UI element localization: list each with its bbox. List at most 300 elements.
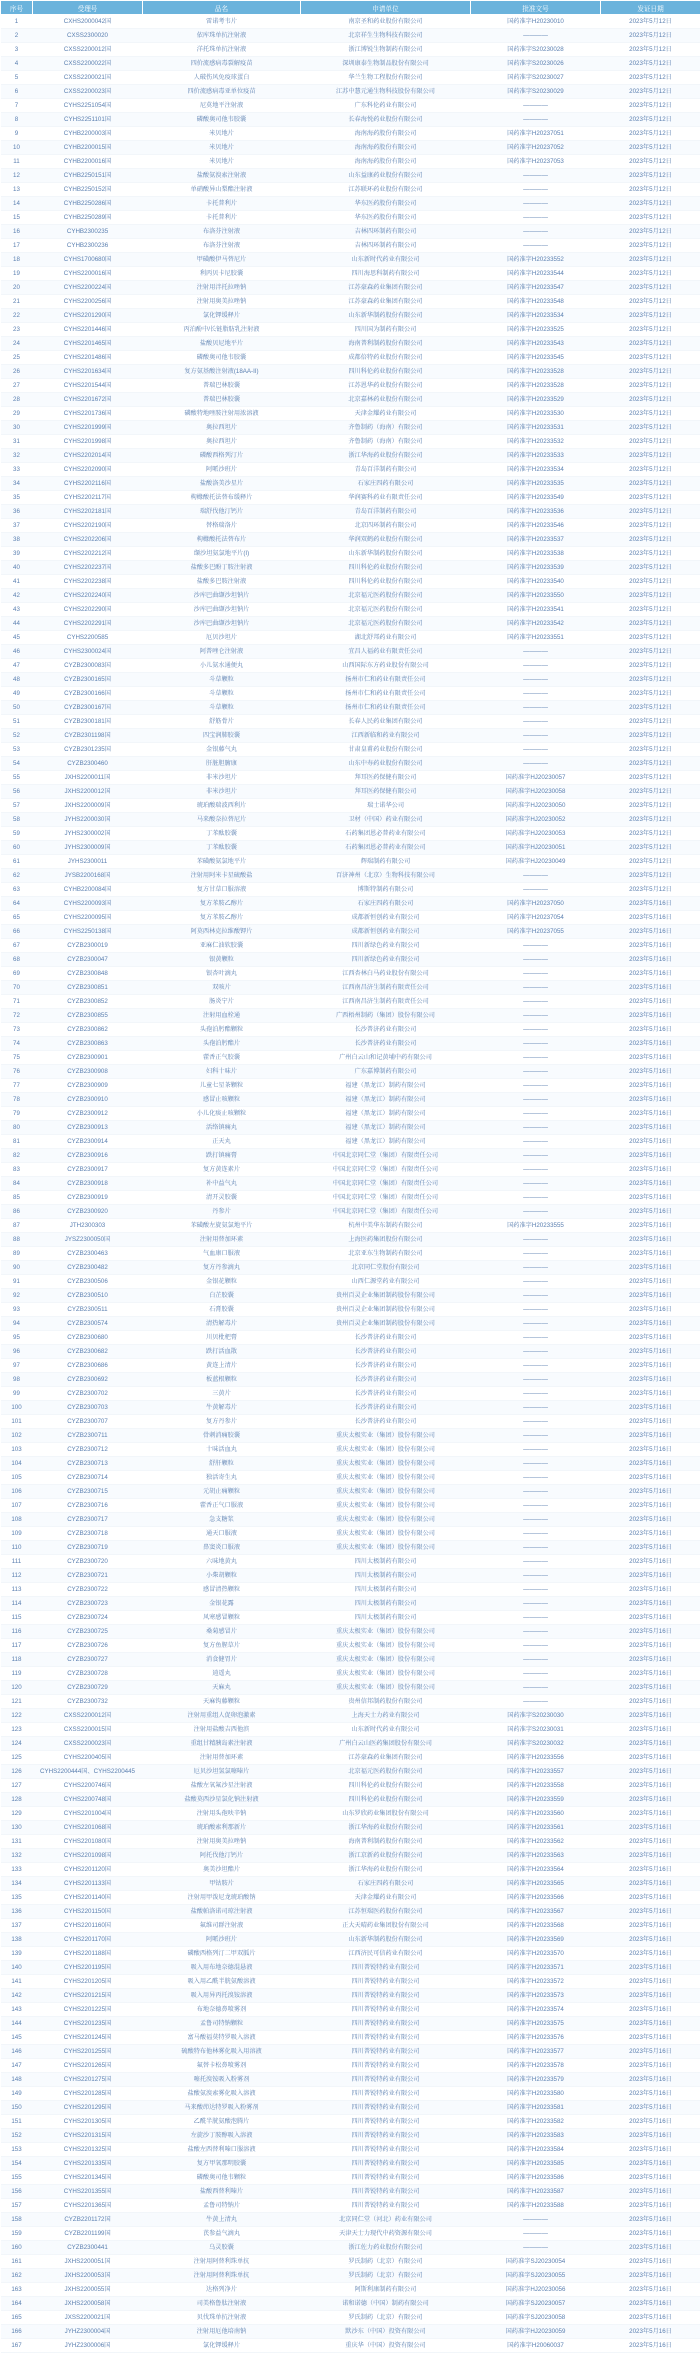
cell-product-name: 盐酸氨溴索雾化吸入溶液: [143, 2087, 301, 2101]
cell-acceptance-no: CYZB2201172国: [33, 2213, 143, 2227]
cell-issue-date: 2023年5月12日: [601, 211, 700, 225]
cell-index: 76: [1, 1065, 33, 1079]
cell-product-name: 丁苯酞胶囊: [143, 841, 301, 855]
cell-product-name: 阿哌沙班片: [143, 1933, 301, 1947]
cell-acceptance-no: CYZB2300714: [33, 1471, 143, 1485]
table-row: [1, 1107, 700, 1121]
cell-applicant: 杭州中美华东制药有限公司: [301, 1219, 471, 1233]
cell-index: 42: [1, 589, 33, 603]
table-row: [1, 1597, 700, 1611]
header-issue-date: 发证日期: [601, 1, 700, 15]
cell-issue-date: 2023年5月16日: [601, 1177, 700, 1191]
cell-product-name: 厄贝沙坦氢氯噻嗪片: [143, 1765, 301, 1779]
cell-product-name: 布洛芬注射液: [143, 239, 301, 253]
cell-product-name: 盐酸多巴酚丁胺注射液: [143, 561, 301, 575]
cell-product-name: 沙库巴曲缬沙坦钠片: [143, 603, 301, 617]
cell-approval-no: ————: [471, 939, 601, 953]
cell-index: 87: [1, 1219, 33, 1233]
cell-acceptance-no: CYHS2201345国: [33, 2171, 143, 2185]
cell-index: 50: [1, 701, 33, 715]
header-product-name: 品名: [143, 1, 301, 15]
cell-product-name: 银黄颗粒: [143, 953, 301, 967]
cell-index: 110: [1, 1541, 33, 1555]
cell-product-name: 通天口服液: [143, 1527, 301, 1541]
cell-approval-no: ————: [471, 673, 601, 687]
cell-issue-date: 2023年5月16日: [601, 1079, 700, 1093]
cell-approval-no: ————: [471, 1611, 601, 1625]
cell-issue-date: 2023年5月12日: [601, 43, 700, 57]
cell-acceptance-no: CYZB2300574: [33, 1317, 143, 1331]
cell-index: 102: [1, 1429, 33, 1443]
cell-applicant: 华润赛科药业有限责任公司: [301, 491, 471, 505]
table-row: [1, 673, 700, 687]
cell-approval-no: 国药准字H20233574: [471, 2003, 601, 2017]
table-row: [1, 1121, 700, 1135]
cell-index: 134: [1, 1877, 33, 1891]
cell-product-name: 逍遥丸: [143, 1667, 301, 1681]
cell-applicant: 甘肃皇甫药业股份有限公司: [301, 743, 471, 757]
cell-acceptance-no: CYHS2200746国: [33, 1779, 143, 1793]
cell-index: 80: [1, 1121, 33, 1135]
cell-index: 107: [1, 1499, 33, 1513]
table-row: [1, 1303, 700, 1317]
table-row: [1, 253, 700, 267]
cell-applicant: 石家庄四药有限公司: [301, 1877, 471, 1891]
cell-product-name: 斗草颗粒: [143, 701, 301, 715]
cell-approval-no: 国药准字H20233568: [471, 1919, 601, 1933]
cell-index: 40: [1, 561, 33, 575]
cell-product-name: 左旋沙丁胺醇吸入溶液: [143, 2129, 301, 2143]
cell-product-name: 琥珀酸瑞波西利片: [143, 799, 301, 813]
cell-acceptance-no: CYZB2300855: [33, 1009, 143, 1023]
cell-approval-no: ————: [471, 1233, 601, 1247]
cell-index: 46: [1, 645, 33, 659]
table-row: [1, 1289, 700, 1303]
cell-acceptance-no: CYHS2201486国: [33, 351, 143, 365]
cell-approval-no: ————: [471, 715, 601, 729]
table-row: [1, 2087, 700, 2101]
cell-index: 48: [1, 673, 33, 687]
cell-product-name: 亚麻仁油软胶囊: [143, 939, 301, 953]
cell-approval-no: 国药准字H20233534: [471, 309, 601, 323]
cell-acceptance-no: JYHZ2300006国: [33, 2339, 143, 2353]
cell-product-name: 达格列净片: [143, 2283, 301, 2297]
cell-index: 114: [1, 1597, 33, 1611]
table-row: [1, 1051, 700, 1065]
cell-index: 53: [1, 743, 33, 757]
cell-issue-date: 2023年5月16日: [601, 1877, 700, 1891]
cell-applicant: 齐鲁制药（海南）有限公司: [301, 435, 471, 449]
cell-approval-no: 国药准字S20230026: [471, 57, 601, 71]
cell-applicant: 山西仁源堂药业有限公司: [301, 1275, 471, 1289]
table-row: [1, 183, 700, 197]
cell-applicant: 扬州市仁和药业有限责任公司: [301, 673, 471, 687]
cell-acceptance-no: CYHS2202014国: [33, 449, 143, 463]
header-applicant: 申请单位: [301, 1, 471, 15]
header-acceptance-no: 受理号: [33, 1, 143, 15]
cell-product-name: 非米沙坦片: [143, 785, 301, 799]
cell-issue-date: 2023年5月16日: [601, 2045, 700, 2059]
cell-approval-no: 国药准字H20233536: [471, 505, 601, 519]
table-row: [1, 337, 700, 351]
cell-product-name: 米贝地片: [143, 155, 301, 169]
cell-applicant: 天津天士力现代中药资源有限公司: [301, 2227, 471, 2241]
cell-issue-date: 2023年5月12日: [601, 463, 700, 477]
cell-approval-no: 国药准字H20233561: [471, 1821, 601, 1835]
cell-product-name: 阿普唑仑注射液: [143, 645, 301, 659]
cell-acceptance-no: CYZB2300722: [33, 1583, 143, 1597]
cell-applicant: 重庆太极实业（集团）股份有限公司: [301, 1471, 471, 1485]
cell-approval-no: ————: [471, 1121, 601, 1135]
table-row: [1, 1219, 700, 1233]
cell-issue-date: 2023年5月12日: [601, 883, 700, 897]
cell-issue-date: 2023年5月16日: [601, 2227, 700, 2241]
cell-issue-date: 2023年5月16日: [601, 1121, 700, 1135]
table-row: [1, 85, 700, 99]
cell-index: 60: [1, 841, 33, 855]
cell-approval-no: 国药准字H20233543: [471, 337, 601, 351]
cell-approval-no: 国药准字H20233545: [471, 351, 601, 365]
cell-index: 68: [1, 953, 33, 967]
cell-acceptance-no: CYHS2201160国: [33, 1919, 143, 1933]
cell-product-name: 元胡止痛颗粒: [143, 1485, 301, 1499]
cell-acceptance-no: CYHS2201080国: [33, 1835, 143, 1849]
cell-approval-no: 国药准字S20230027: [471, 71, 601, 85]
cell-product-name: 四价流感病毒亚单位疫苗: [143, 85, 301, 99]
cell-index: 105: [1, 1471, 33, 1485]
cell-issue-date: 2023年5月16日: [601, 1975, 700, 1989]
cell-index: 89: [1, 1247, 33, 1261]
cell-applicant: 天津金耀药业有限公司: [301, 407, 471, 421]
cell-acceptance-no: CYZB2300692: [33, 1373, 143, 1387]
cell-acceptance-no: CYHS2201446国: [33, 323, 143, 337]
cell-applicant: 江西南昌济生制药有限责任公司: [301, 981, 471, 995]
cell-issue-date: 2023年5月12日: [601, 225, 700, 239]
cell-index: 27: [1, 379, 33, 393]
cell-applicant: 四川太极制药有限公司: [301, 1569, 471, 1583]
cell-issue-date: 2023年5月16日: [601, 1387, 700, 1401]
table-row: [1, 211, 700, 225]
table-row: [1, 1541, 700, 1555]
cell-index: 64: [1, 897, 33, 911]
cell-applicant: 江苏豪森药业集团有限公司: [301, 1751, 471, 1765]
cell-acceptance-no: CYHS2250138国: [33, 925, 143, 939]
cell-index: 144: [1, 2017, 33, 2031]
table-row: [1, 2017, 700, 2031]
table-row: [1, 1667, 700, 1681]
cell-acceptance-no: CYHS2201365国: [33, 2199, 143, 2213]
cell-index: 121: [1, 1695, 33, 1709]
cell-product-name: 复方丹参滴丸: [143, 1261, 301, 1275]
cell-issue-date: 2023年5月16日: [601, 1709, 700, 1723]
cell-applicant: 福建（黑龙江）制药有限公司: [301, 1135, 471, 1149]
cell-approval-no: ————: [471, 645, 601, 659]
cell-index: 69: [1, 967, 33, 981]
cell-acceptance-no: CXHS2000042国: [33, 15, 143, 29]
cell-acceptance-no: CYHS2200748国: [33, 1793, 143, 1807]
table-row: [1, 491, 700, 505]
cell-index: 5: [1, 71, 33, 85]
cell-acceptance-no: CYZB2300019: [33, 939, 143, 953]
cell-product-name: 卡托普利片: [143, 211, 301, 225]
cell-approval-no: 国药准字H20233525: [471, 323, 601, 337]
cell-applicant: 浙江华海药业股份有限公司: [301, 1863, 471, 1877]
cell-issue-date: 2023年5月12日: [601, 435, 700, 449]
table-row: [1, 407, 700, 421]
cell-index: 127: [1, 1779, 33, 1793]
cell-index: 45: [1, 631, 33, 645]
cell-issue-date: 2023年5月16日: [601, 1765, 700, 1779]
table-row: [1, 267, 700, 281]
cell-approval-no: 国药准字H20233567: [471, 1905, 601, 1919]
cell-index: 153: [1, 2143, 33, 2157]
cell-issue-date: 2023年5月16日: [601, 1219, 700, 1233]
cell-product-name: 金银花露: [143, 1597, 301, 1611]
cell-approval-no: ————: [471, 1205, 601, 1219]
cell-index: 147: [1, 2059, 33, 2073]
table-row: [1, 2283, 700, 2297]
table-row: [1, 2297, 700, 2311]
cell-acceptance-no: CXSS2200023国: [33, 1737, 143, 1751]
cell-acceptance-no: CYHS2201195国: [33, 1961, 143, 1975]
cell-approval-no: ————: [471, 1275, 601, 1289]
cell-approval-no: ————: [471, 1569, 601, 1583]
cell-product-name: 盐酸洛美沙星片: [143, 477, 301, 491]
table-row: [1, 533, 700, 547]
table-row: [1, 1877, 700, 1891]
cell-index: 159: [1, 2227, 33, 2241]
cell-index: 139: [1, 1947, 33, 1961]
cell-issue-date: 2023年5月16日: [601, 1275, 700, 1289]
cell-applicant: 四川普锐特药业有限公司: [301, 2017, 471, 2031]
table-row: [1, 2241, 700, 2255]
cell-acceptance-no: CYHS2202190国: [33, 519, 143, 533]
cell-applicant: 山东新华制药股份有限公司: [301, 547, 471, 561]
cell-acceptance-no: JXHS2200009国: [33, 799, 143, 813]
cell-applicant: 四川太极制药有限公司: [301, 1555, 471, 1569]
cell-issue-date: 2023年5月16日: [601, 1037, 700, 1051]
cell-applicant: 中国北京同仁堂（集团）有限责任公司: [301, 1177, 471, 1191]
cell-index: 62: [1, 869, 33, 883]
cell-applicant: 辉瑞制药有限公司: [301, 855, 471, 869]
cell-issue-date: 2023年5月12日: [601, 365, 700, 379]
cell-issue-date: 2023年5月16日: [601, 1233, 700, 1247]
cell-issue-date: 2023年5月16日: [601, 1205, 700, 1219]
cell-product-name: 瑞舒伐他汀钙片: [143, 505, 301, 519]
cell-issue-date: 2023年5月16日: [601, 1569, 700, 1583]
table-row: [1, 1149, 700, 1163]
cell-issue-date: 2023年5月12日: [601, 169, 700, 183]
cell-applicant: 长沙普济药业有限公司: [301, 1345, 471, 1359]
cell-acceptance-no: CYHB2250286国: [33, 197, 143, 211]
cell-acceptance-no: CYZB2300711: [33, 1429, 143, 1443]
cell-index: 145: [1, 2031, 33, 2045]
cell-approval-no: ————: [471, 1513, 601, 1527]
table-row: [1, 1191, 700, 1205]
cell-applicant: 江西南昌济生制药有限责任公司: [301, 995, 471, 1009]
cell-product-name: 人破伤风免疫球蛋白: [143, 71, 301, 85]
cell-acceptance-no: CYHS2201325国: [33, 2143, 143, 2157]
cell-approval-no: ————: [471, 239, 601, 253]
cell-product-name: 盐酸莫西沙星氯化钠注射液: [143, 1793, 301, 1807]
cell-issue-date: 2023年5月12日: [601, 141, 700, 155]
cell-index: 70: [1, 981, 33, 995]
cell-issue-date: 2023年5月16日: [601, 1849, 700, 1863]
cell-issue-date: 2023年5月12日: [601, 547, 700, 561]
cell-applicant: 山东新时代药业有限公司: [301, 253, 471, 267]
table-row: [1, 645, 700, 659]
cell-approval-no: 国药准字H20237052: [471, 141, 601, 155]
cell-issue-date: 2023年5月16日: [601, 1583, 700, 1597]
cell-applicant: 重庆太极实业（集团）股份有限公司: [301, 1429, 471, 1443]
cell-acceptance-no: CYZB2300715: [33, 1485, 143, 1499]
cell-applicant: 贵州百灵企业集团制药股份有限公司: [301, 1303, 471, 1317]
cell-applicant: 湖北舒邦药业有限公司: [301, 631, 471, 645]
cell-applicant: 山东中寿药业股份有限公司: [301, 757, 471, 771]
cell-approval-no: ————: [471, 1009, 601, 1023]
cell-applicant: 浙江佐力药业股份有限公司: [301, 2241, 471, 2255]
cell-approval-no: ————: [471, 1051, 601, 1065]
cell-approval-no: ————: [471, 1401, 601, 1415]
cell-approval-no: 国药准字H20233533: [471, 449, 601, 463]
cell-index: 103: [1, 1443, 33, 1457]
cell-index: 143: [1, 2003, 33, 2017]
cell-acceptance-no: CYHS2201672国: [33, 393, 143, 407]
cell-applicant: 南京圣和药业股份有限公司: [301, 15, 471, 29]
cell-approval-no: 国药准字H20233583: [471, 2129, 601, 2143]
cell-acceptance-no: CYHS2201275国: [33, 2073, 143, 2087]
cell-applicant: 吉林四环制药有限公司: [301, 239, 471, 253]
table-row: [1, 1317, 700, 1331]
cell-applicant: 上海天士力药业有限公司: [301, 1709, 471, 1723]
cell-approval-no: ————: [471, 729, 601, 743]
table-row: [1, 2073, 700, 2087]
cell-acceptance-no: CYHS2201465国: [33, 337, 143, 351]
cell-applicant: 重庆太极实业（集团）股份有限公司: [301, 1653, 471, 1667]
cell-approval-no: 国药准字H20233557: [471, 1765, 601, 1779]
cell-product-name: 感冒清热颗粒: [143, 1583, 301, 1597]
cell-approval-no: 国药准字H20233546: [471, 519, 601, 533]
cell-acceptance-no: CYHB2300235: [33, 225, 143, 239]
cell-acceptance-no: CXSS2200012国: [33, 1709, 143, 1723]
cell-applicant: 四川太极制药有限公司: [301, 1583, 471, 1597]
cell-approval-no: 国药准字H20237051: [471, 127, 601, 141]
cell-issue-date: 2023年5月16日: [601, 1065, 700, 1079]
cell-approval-no: 国药准字H20233563: [471, 1849, 601, 1863]
table-row: [1, 1401, 700, 1415]
cell-issue-date: 2023年5月16日: [601, 2269, 700, 2283]
cell-index: 92: [1, 1289, 33, 1303]
cell-applicant: 海南海药股份有限公司: [301, 141, 471, 155]
cell-issue-date: 2023年5月16日: [601, 1751, 700, 1765]
table-row: [1, 2185, 700, 2199]
cell-index: 73: [1, 1023, 33, 1037]
cell-index: 112: [1, 1569, 33, 1583]
cell-acceptance-no: CYHS2201305国: [33, 2115, 143, 2129]
table-row: [1, 603, 700, 617]
cell-index: 35: [1, 491, 33, 505]
cell-acceptance-no: CYHS2202238国: [33, 575, 143, 589]
cell-approval-no: 国药准字H20233547: [471, 281, 601, 295]
table-row: [1, 2129, 700, 2143]
cell-index: 49: [1, 687, 33, 701]
cell-approval-no: 国药准字H20233560: [471, 1807, 601, 1821]
table-row: [1, 1485, 700, 1499]
cell-approval-no: ————: [471, 757, 601, 771]
cell-index: 44: [1, 617, 33, 631]
cell-index: 51: [1, 715, 33, 729]
table-row: [1, 113, 700, 127]
cell-issue-date: 2023年5月16日: [601, 1597, 700, 1611]
cell-issue-date: 2023年5月16日: [601, 1135, 700, 1149]
cell-applicant: 成都新恒创药业有限公司: [301, 925, 471, 939]
cell-issue-date: 2023年5月16日: [601, 1163, 700, 1177]
cell-issue-date: 2023年5月16日: [601, 1359, 700, 1373]
cell-issue-date: 2023年5月12日: [601, 827, 700, 841]
cell-index: 131: [1, 1835, 33, 1849]
cell-product-name: 舒肝颗粒: [143, 1457, 301, 1471]
cell-applicant: 江苏豪森药业集团有限公司: [301, 295, 471, 309]
cell-issue-date: 2023年5月16日: [601, 2017, 700, 2031]
cell-product-name: 噻托溴铵吸入粉雾剂: [143, 2073, 301, 2087]
cell-applicant: 福建（黑龙江）制药有限公司: [301, 1079, 471, 1093]
cell-index: 29: [1, 407, 33, 421]
cell-acceptance-no: CYHS2202212国: [33, 547, 143, 561]
cell-approval-no: 国药准字H20237053: [471, 155, 601, 169]
cell-index: 67: [1, 939, 33, 953]
table-row: [1, 771, 700, 785]
cell-product-name: 头孢泊肟酯颗粒: [143, 1023, 301, 1037]
cell-acceptance-no: JYSB2200168国: [33, 869, 143, 883]
table-row: [1, 1247, 700, 1261]
cell-index: 146: [1, 2045, 33, 2059]
table-row: [1, 1457, 700, 1471]
cell-issue-date: 2023年5月16日: [601, 1513, 700, 1527]
cell-issue-date: 2023年5月12日: [601, 407, 700, 421]
cell-issue-date: 2023年5月12日: [601, 799, 700, 813]
cell-index: 132: [1, 1849, 33, 1863]
cell-index: 84: [1, 1177, 33, 1191]
cell-issue-date: 2023年5月12日: [601, 113, 700, 127]
cell-acceptance-no: CYHS2201120国: [33, 1863, 143, 1877]
cell-applicant: 长沙普济药业有限公司: [301, 1387, 471, 1401]
cell-issue-date: 2023年5月16日: [601, 2087, 700, 2101]
cell-approval-no: ————: [471, 1471, 601, 1485]
cell-applicant: 四川普锐特药业有限公司: [301, 2115, 471, 2129]
cell-product-name: 注射用泮托拉唑钠: [143, 281, 301, 295]
header-approval-no: 批准文号: [471, 1, 601, 15]
cell-acceptance-no: JXSS2200021国: [33, 2311, 143, 2325]
cell-acceptance-no: CYHS2201998国: [33, 435, 143, 449]
cell-issue-date: 2023年5月12日: [601, 267, 700, 281]
cell-acceptance-no: CYZB2300863: [33, 1037, 143, 1051]
cell-acceptance-no: JXHS2200011国: [33, 771, 143, 785]
cell-approval-no: ————: [471, 1429, 601, 1443]
cell-approval-no: 国药准字H20233575: [471, 2017, 601, 2031]
cell-product-name: 琥珀酸索利那新片: [143, 1821, 301, 1835]
cell-acceptance-no: CYHB2200003国: [33, 127, 143, 141]
cell-approval-no: 国药准字H20233573: [471, 1989, 601, 2003]
table-row: [1, 1625, 700, 1639]
cell-index: 85: [1, 1191, 33, 1205]
cell-product-name: 板蓝根颗粒: [143, 1373, 301, 1387]
cell-product-name: 布地奈德鼻喷雾剂: [143, 2003, 301, 2017]
cell-applicant: 广州白云山和记黄埔中药有限公司: [301, 1051, 471, 1065]
cell-acceptance-no: JXHS2200012国: [33, 785, 143, 799]
cell-index: 13: [1, 183, 33, 197]
table-row: [1, 617, 700, 631]
cell-issue-date: 2023年5月12日: [601, 379, 700, 393]
